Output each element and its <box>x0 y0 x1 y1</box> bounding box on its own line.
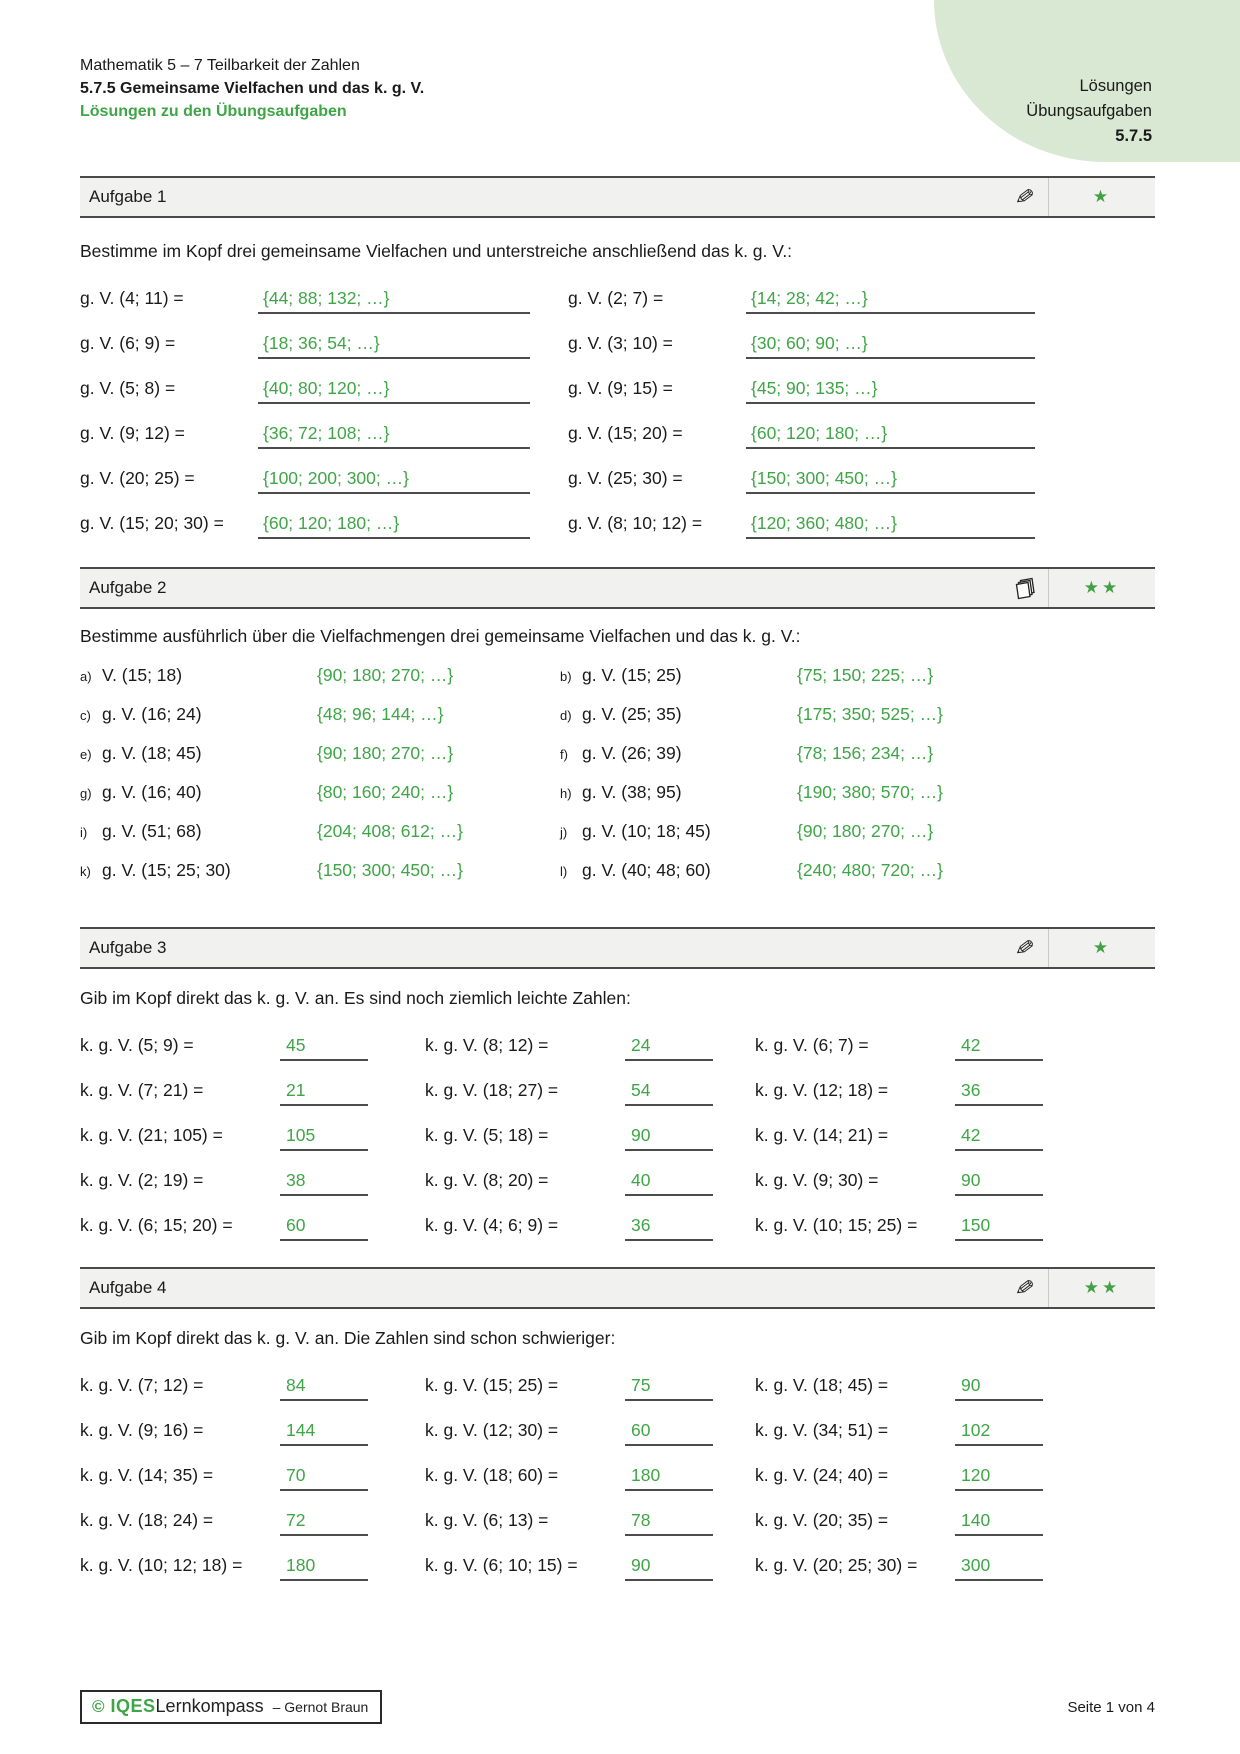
problem-label: k. g. V. (8; 12) = <box>425 1035 549 1055</box>
problem-cell <box>80 1543 425 1588</box>
problem-letter: h) <box>560 786 572 801</box>
solution-answer: 180 <box>625 1465 713 1491</box>
brand-iqes: IQES <box>110 1696 156 1716</box>
difficulty-stars: ★ <box>1092 938 1112 957</box>
problem-label: g. V. (20; 25) = <box>80 468 195 488</box>
problem-cell <box>80 733 560 772</box>
solution-answer: {30; 60; 90; …} <box>746 333 1035 359</box>
problem-cell <box>425 1158 755 1203</box>
problem-label: g. V. (15; 20; 30) = <box>80 513 224 533</box>
problem-cell <box>560 811 1070 850</box>
problem-cell <box>568 274 1035 319</box>
solution-answer: 102 <box>955 1420 1043 1446</box>
page-footer <box>80 1690 1155 1724</box>
section-header-bar <box>80 1267 1155 1309</box>
problem-label: k. g. V. (9; 30) = <box>755 1170 879 1190</box>
solution-answer: 42 <box>955 1035 1043 1061</box>
solution-answer: 144 <box>280 1420 368 1446</box>
section-aufgabe-1 <box>80 176 1155 544</box>
pencil-icon: ✎ <box>1013 933 1037 962</box>
problem-label: k. g. V. (6; 7) = <box>755 1035 869 1055</box>
problem-label: g. V. (15; 25; 30) <box>102 860 231 880</box>
problem-cell <box>80 1113 425 1158</box>
problem-cell <box>560 655 1070 694</box>
problem-label: g. V. (25; 35) <box>582 704 682 724</box>
problem-cell <box>755 1068 1155 1113</box>
problem-cell <box>755 1203 1155 1248</box>
solution-answer: 90 <box>955 1375 1043 1401</box>
solution-answer: {240; 480; 720; …} <box>797 860 943 880</box>
problem-grid <box>80 655 1155 889</box>
problem-label: k. g. V. (2; 19) = <box>80 1170 204 1190</box>
problem-label: g. V. (10; 18; 45) <box>582 821 711 841</box>
problem-label: k. g. V. (6; 15; 20) = <box>80 1215 233 1235</box>
problem-cell <box>80 1453 425 1498</box>
problem-label: k. g. V. (14; 21) = <box>755 1125 889 1145</box>
solution-answer: 75 <box>625 1375 713 1401</box>
problem-label: g. V. (40; 48; 60) <box>582 860 711 880</box>
problem-label: g. V. (15; 25) <box>582 665 682 685</box>
problem-cell <box>425 1408 755 1453</box>
problem-label: k. g. V. (18; 45) = <box>755 1375 889 1395</box>
difficulty-stars: ★ <box>1092 187 1112 206</box>
corner-line-loesungen: Lösungen <box>1079 77 1152 95</box>
solution-answer: 42 <box>955 1125 1043 1151</box>
problem-cell <box>425 1498 755 1543</box>
solution-answer: {190; 380; 570; …} <box>797 782 943 802</box>
problem-label: g. V. (18; 45) <box>102 743 202 763</box>
solution-answer: {150; 300; 450; …} <box>746 468 1035 494</box>
problem-cell <box>755 1543 1155 1588</box>
solution-answer: 40 <box>625 1170 713 1196</box>
problem-label: V. (15; 18) <box>102 665 183 685</box>
solution-answer: 72 <box>280 1510 368 1536</box>
problem-cell <box>80 319 530 364</box>
solution-answer: {175; 350; 525; …} <box>797 704 943 724</box>
solution-answer: 60 <box>625 1420 713 1446</box>
publisher-logo <box>80 1690 382 1724</box>
problem-label: g. V. (5; 8) = <box>80 378 176 398</box>
problem-letter: e) <box>80 747 92 762</box>
solution-answer: 180 <box>280 1555 368 1581</box>
problem-cell <box>80 409 530 454</box>
problem-cell <box>425 1113 755 1158</box>
problem-letter: d) <box>560 708 572 723</box>
section-instruction: Bestimme im Kopf drei gemeinsame Vielfachen und unterstreiche anschließend das k. g. V.: <box>80 241 793 261</box>
solution-answer: {36; 72; 108; …} <box>258 423 530 449</box>
solution-answer: 60 <box>280 1215 368 1241</box>
solution-answer: 45 <box>280 1035 368 1061</box>
solution-answer: {75; 150; 225; …} <box>797 665 934 685</box>
problem-cell <box>425 1068 755 1113</box>
problem-label: k. g. V. (8; 20) = <box>425 1170 549 1190</box>
section-title: Aufgabe 2 <box>89 578 167 597</box>
solution-answer: 54 <box>625 1080 713 1106</box>
section-aufgabe-4 <box>80 1267 1155 1588</box>
page-number: Seite 1 von 4 <box>1067 1698 1155 1716</box>
solution-answer: 78 <box>625 1510 713 1536</box>
pencil-icon: ✎ <box>1013 182 1037 211</box>
problem-label: g. V. (16; 40) <box>102 782 202 802</box>
problem-letter: k) <box>80 864 91 879</box>
problem-label: k. g. V. (7; 21) = <box>80 1080 204 1100</box>
problem-label: k. g. V. (5; 18) = <box>425 1125 549 1145</box>
problem-cell <box>80 694 560 733</box>
problem-cell <box>80 850 560 889</box>
problem-label: g. V. (26; 39) <box>582 743 682 763</box>
solution-answer: 38 <box>280 1170 368 1196</box>
solution-answer: {90; 180; 270; …} <box>797 821 934 841</box>
problem-cell <box>425 1363 755 1408</box>
problem-label: g. V. (51; 68) <box>102 821 202 841</box>
section-header-bar <box>80 567 1155 609</box>
problem-letter: a) <box>80 669 92 684</box>
problem-cell <box>568 499 1035 544</box>
problem-label: g. V. (8; 10; 12) = <box>568 513 703 533</box>
problem-letter: i) <box>80 825 88 840</box>
solution-answer: 84 <box>280 1375 368 1401</box>
problem-cell <box>755 1158 1155 1203</box>
problem-letter: l) <box>560 864 568 879</box>
problem-cell <box>80 274 530 319</box>
section-title: Aufgabe 4 <box>89 1278 167 1297</box>
problem-cell <box>560 733 1070 772</box>
problem-cell <box>560 694 1070 733</box>
copyright-icon: © <box>92 1697 105 1716</box>
solution-answer: {60; 120; 180; …} <box>746 423 1035 449</box>
section-aufgabe-2 <box>80 567 1155 889</box>
brand-lernkompass: Lernkompass <box>155 1696 264 1716</box>
solution-answer: {44; 88; 132; …} <box>258 288 530 314</box>
problem-cell <box>755 1113 1155 1158</box>
difficulty-stars: ★★ <box>1083 1278 1121 1297</box>
problem-cell <box>80 655 560 694</box>
problem-label: k. g. V. (10; 15; 25) = <box>755 1215 918 1235</box>
pencil-icon: ✎ <box>1013 1273 1037 1302</box>
solution-answer: {100; 200; 300; …} <box>258 468 530 494</box>
problem-label: k. g. V. (21; 105) = <box>80 1125 223 1145</box>
section-instruction: Bestimme ausführlich über die Vielfachmengen drei gemeinsame Vielfachen und das k. g. V.: <box>80 626 801 646</box>
problem-label: k. g. V. (12; 30) = <box>425 1420 559 1440</box>
problem-cell <box>80 499 530 544</box>
problem-cell <box>425 1203 755 1248</box>
problem-label: k. g. V. (9; 16) = <box>80 1420 204 1440</box>
problem-label: k. g. V. (18; 60) = <box>425 1465 559 1485</box>
problem-label: k. g. V. (12; 18) = <box>755 1080 889 1100</box>
problem-cell <box>80 1068 425 1113</box>
solution-answer: {48; 96; 144; …} <box>317 704 444 724</box>
problem-label: g. V. (3; 10) = <box>568 333 673 353</box>
problem-label: k. g. V. (6; 10; 15) = <box>425 1555 578 1575</box>
problem-cell <box>80 364 530 409</box>
solution-answer: 90 <box>625 1555 713 1581</box>
problem-label: k. g. V. (10; 12; 18) = <box>80 1555 243 1575</box>
problem-label: k. g. V. (34; 51) = <box>755 1420 889 1440</box>
problem-label: g. V. (4; 11) = <box>80 288 184 308</box>
solution-answer: {60; 120; 180; …} <box>258 513 530 539</box>
problem-grid <box>80 274 1155 544</box>
solution-answer: {204; 408; 612; …} <box>317 821 463 841</box>
solution-answer: {18; 36; 54; …} <box>258 333 530 359</box>
solution-answer: 90 <box>955 1170 1043 1196</box>
author-name: – Gernot Braun <box>272 1699 369 1715</box>
problem-label: k. g. V. (4; 6; 9) = <box>425 1215 559 1235</box>
solution-answer: 120 <box>955 1465 1043 1491</box>
problem-cell <box>80 1408 425 1453</box>
problem-cell <box>80 1203 425 1248</box>
problem-letter: c) <box>80 708 91 723</box>
page-header <box>80 0 1155 126</box>
subtitle-solutions: Lösungen zu den Übungsaufgaben <box>80 103 347 120</box>
section-title: Aufgabe 1 <box>89 187 167 206</box>
problem-label: g. V. (38; 95) <box>582 782 682 802</box>
problem-label: g. V. (25; 30) = <box>568 468 683 488</box>
solution-answer: {90; 180; 270; …} <box>317 665 454 685</box>
problem-cell <box>80 772 560 811</box>
problem-grid <box>80 1363 1155 1588</box>
problem-label: k. g. V. (18; 27) = <box>425 1080 559 1100</box>
problem-label: k. g. V. (15; 25) = <box>425 1375 559 1395</box>
problem-label: g. V. (9; 15) = <box>568 378 673 398</box>
solution-answer: 36 <box>955 1080 1043 1106</box>
problem-label: k. g. V. (7; 12) = <box>80 1375 204 1395</box>
problem-label: k. g. V. (6; 13) = <box>425 1510 549 1530</box>
problem-label: k. g. V. (5; 9) = <box>80 1035 194 1055</box>
problem-cell <box>80 1158 425 1203</box>
problem-letter: b) <box>560 669 572 684</box>
problem-cell <box>80 454 530 499</box>
difficulty-stars: ★★ <box>1083 578 1121 597</box>
corner-line-uebungsaufgaben: Übungsaufgaben <box>1026 102 1152 120</box>
problem-cell <box>568 454 1035 499</box>
solution-answer: 36 <box>625 1215 713 1241</box>
solution-answer: 70 <box>280 1465 368 1491</box>
problem-cell <box>560 850 1070 889</box>
problem-label: g. V. (15; 20) = <box>568 423 683 443</box>
solution-answer: {120; 360; 480; …} <box>746 513 1035 539</box>
problem-cell <box>560 772 1070 811</box>
solution-answer: {90; 180; 270; …} <box>317 743 454 763</box>
problem-cell <box>755 1453 1155 1498</box>
problem-cell <box>755 1023 1155 1068</box>
solution-answer: {150; 300; 450; …} <box>317 860 463 880</box>
problem-cell <box>425 1453 755 1498</box>
solution-answer: {45; 90; 135; …} <box>746 378 1035 404</box>
problem-label: k. g. V. (20; 25; 30) = <box>755 1555 918 1575</box>
problem-label: k. g. V. (18; 24) = <box>80 1510 214 1530</box>
corner-line-number: 5.7.5 <box>1115 127 1152 145</box>
solution-answer: 24 <box>625 1035 713 1061</box>
section-header-bar <box>80 927 1155 969</box>
problem-cell <box>425 1023 755 1068</box>
solution-answer: 150 <box>955 1215 1043 1241</box>
section-title: Aufgabe 3 <box>89 938 167 957</box>
problem-cell <box>568 364 1035 409</box>
problem-cell <box>80 1498 425 1543</box>
section-aufgabe-3 <box>80 927 1155 1248</box>
solution-answer: 140 <box>955 1510 1043 1536</box>
problem-cell <box>755 1408 1155 1453</box>
problem-letter: j) <box>560 825 568 840</box>
problem-label: g. V. (9; 12) = <box>80 423 185 443</box>
problem-grid <box>80 1023 1155 1248</box>
book-icon <box>1002 575 1048 601</box>
solution-answer: 21 <box>280 1080 368 1106</box>
problem-cell <box>568 409 1035 454</box>
section-header-bar <box>80 176 1155 218</box>
problem-cell <box>80 1023 425 1068</box>
problem-label: g. V. (2; 7) = <box>568 288 664 308</box>
section-instruction: Gib im Kopf direkt das k. g. V. an. Es sind noch ziemlich leichte Zahlen: <box>80 988 631 1008</box>
chapter-title: 5.7.5 Gemeinsame Vielfachen und das k. g. V. <box>80 80 425 97</box>
solution-answer: 105 <box>280 1125 368 1151</box>
problem-cell <box>80 811 560 850</box>
problem-label: k. g. V. (20; 35) = <box>755 1510 889 1530</box>
solution-answer: {80; 160; 240; …} <box>317 782 454 802</box>
solution-answer: {14; 28; 42; …} <box>746 288 1035 314</box>
problem-label: k. g. V. (24; 40) = <box>755 1465 889 1485</box>
solution-answer: {78; 156; 234; …} <box>797 743 934 763</box>
section-instruction: Gib im Kopf direkt das k. g. V. an. Die Zahlen sind schon schwieriger: <box>80 1328 616 1348</box>
problem-cell <box>425 1543 755 1588</box>
course-title: Mathematik 5 – 7 Teilbarkeit der Zahlen <box>80 57 360 74</box>
problem-cell <box>755 1498 1155 1543</box>
solution-answer: 300 <box>955 1555 1043 1581</box>
problem-letter: g) <box>80 786 92 801</box>
problem-cell <box>80 1363 425 1408</box>
problem-cell <box>755 1363 1155 1408</box>
problem-label: g. V. (16; 24) <box>102 704 202 724</box>
problem-letter: f) <box>560 747 568 762</box>
problem-label: k. g. V. (14; 35) = <box>80 1465 214 1485</box>
solution-answer: 90 <box>625 1125 713 1151</box>
problem-cell <box>568 319 1035 364</box>
problem-label: g. V. (6; 9) = <box>80 333 176 353</box>
solution-answer: {40; 80; 120; …} <box>258 378 530 404</box>
